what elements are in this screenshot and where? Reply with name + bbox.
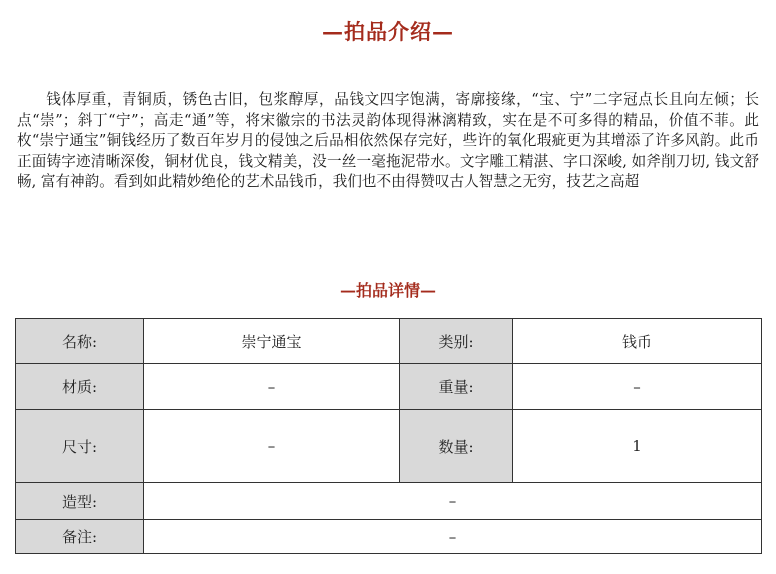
shape-value: –	[144, 483, 762, 520]
details-table	[15, 318, 762, 554]
weight-value: –	[513, 364, 762, 410]
material-label: 材质:	[16, 364, 144, 410]
weight-label: 重量:	[400, 364, 513, 410]
size-label: 尺寸:	[16, 410, 144, 483]
table-row	[16, 364, 762, 410]
item-description: 钱体厚重，青铜质，锈色古旧，包浆醇厚，品钱文四字饱满，寄廓接缘，“宝、宁”二字冠点长且向左倾；长点“崇”；斜丁“宁”；高走“通”等，将宋徽宗的书法灵韵体现得淋漓精致，实在是不可多得的精品，价值不菲。此枚“崇宁通宝”铜钱经历了数百年岁月的侵蚀之后品相依然保存完好，些许的氧化瑕疵更为其增添了许多风韵。此币正面铸字迹清晰深俊，铜材优良，钱文精美，没一丝一毫拖泥带水。文字雕工精湛、字口深峻, 如斧削刀切, 钱文舒畅, 富有神韵。看到如此精妙绝伦的艺术品钱币，我们也不由得赞叹古人智慧之无穷，技艺之高超	[17, 91, 759, 191]
remark-label: 备注:	[16, 520, 144, 554]
name-label: 名称:	[16, 319, 144, 364]
section-title-details: —拍品详情—	[339, 281, 436, 300]
material-value: –	[144, 364, 400, 410]
quantity-label: 数量:	[400, 410, 513, 483]
quantity-value: 1	[513, 410, 762, 483]
table-row	[16, 520, 762, 554]
shape-label: 造型:	[16, 483, 144, 520]
table-row	[16, 483, 762, 520]
table-row	[16, 410, 762, 483]
name-value: 崇宁通宝	[144, 319, 400, 364]
remark-value: –	[144, 520, 762, 554]
category-label: 类别:	[400, 319, 513, 364]
section-title-intro: —拍品介绍—	[322, 19, 454, 44]
size-value: –	[144, 410, 400, 483]
table-row	[16, 319, 762, 364]
category-value: 钱币	[513, 319, 762, 364]
